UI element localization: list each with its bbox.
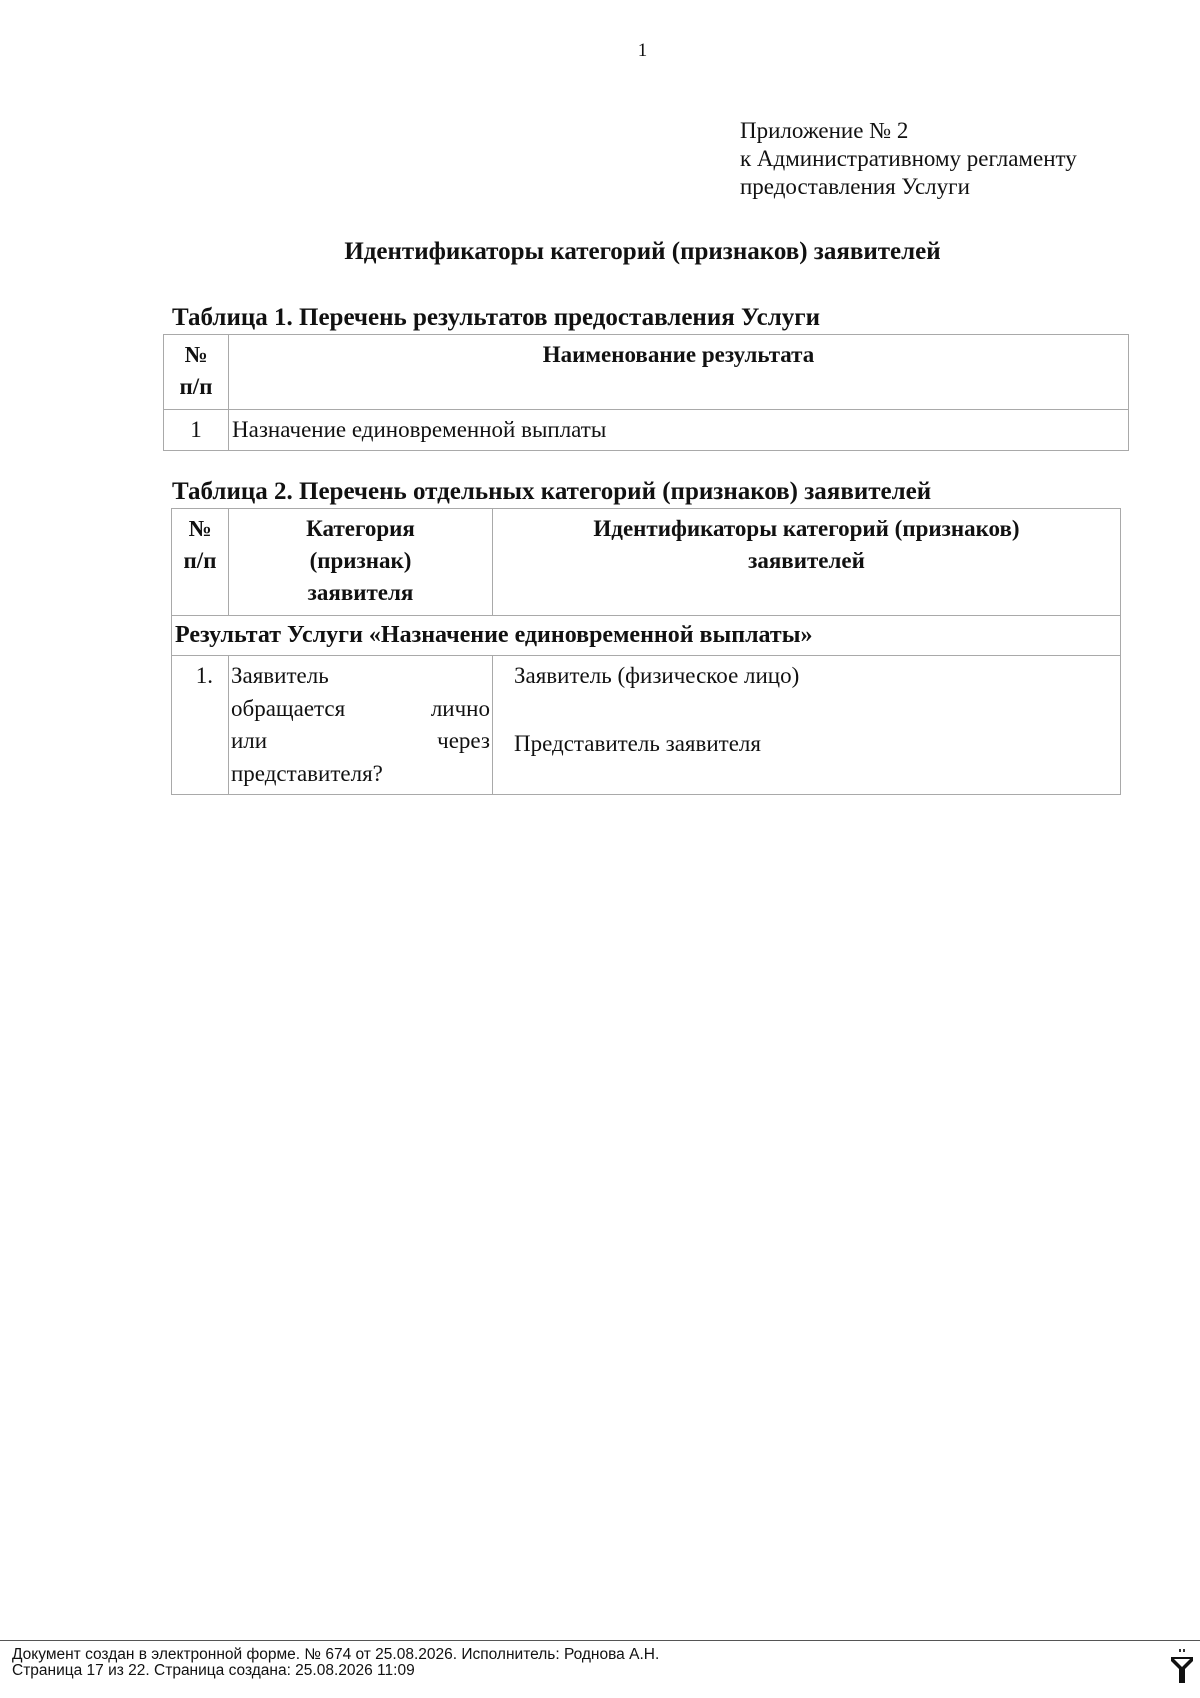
- result-section-row: [172, 616, 1121, 656]
- document-title: Идентификаторы категорий (признаков) заявителей: [344, 238, 941, 265]
- footer-line-1: Документ создан в электронной форме. № 674 от 25.08.2026. Исполнитель: Роднова А.Н.: [12, 1646, 660, 1663]
- page-number: 1: [637, 40, 648, 61]
- category-line: Заявитель: [231, 663, 329, 688]
- row-identifiers-cell: [493, 656, 1121, 795]
- appendix-line-2: к Административному регламенту: [740, 146, 1077, 171]
- header-number-cell: [164, 335, 229, 410]
- header-category-line-1: Категория: [306, 516, 415, 541]
- header-identifiers-cell: [493, 509, 1121, 616]
- header-number-line-2: п/п: [183, 548, 217, 573]
- header-identifiers-line-2: заявителей: [748, 548, 865, 573]
- row-number-cell: 1.: [172, 656, 229, 795]
- result-section-cell: Результат Услуги «Назначение единовременной выплаты»: [172, 616, 1121, 656]
- footer-line-2: Страница 17 из 22. Страница создана: 25.08.2026 11:09: [12, 1662, 415, 1679]
- table-row: [172, 656, 1121, 795]
- appendix-line-1: Приложение № 2: [740, 118, 909, 143]
- row-result-name-cell: Назначение единовременной выплаты: [229, 410, 1129, 451]
- row-number-cell: 1: [164, 410, 229, 451]
- header-result-name-cell: Наименование результата: [229, 335, 1129, 410]
- categories-table: [171, 508, 1121, 795]
- table1-caption: Таблица 1. Перечень результатов предоставления Услуги: [172, 304, 821, 331]
- table-row: [164, 410, 1129, 451]
- identifier-item: Заявитель (физическое лицо): [514, 663, 800, 688]
- header-category-line-2: (признак): [309, 548, 412, 573]
- category-line: представителя?: [231, 760, 383, 786]
- header-number-line-1: №: [184, 342, 208, 367]
- emblem-icon: [1170, 1649, 1194, 1685]
- category-line: или через: [231, 728, 490, 753]
- results-table: [163, 334, 1129, 451]
- category-line: обращается лично: [231, 695, 490, 721]
- header-category-line-3: заявителя: [307, 580, 414, 605]
- header-number-line-2: п/п: [179, 374, 213, 399]
- table-header-row: [164, 335, 1129, 410]
- row-category-cell: [229, 656, 493, 795]
- footer-text: [12, 1647, 659, 1679]
- header-category-cell: [229, 509, 493, 616]
- table-header-row: [172, 509, 1121, 616]
- appendix-line-3: предоставления Услуги: [740, 174, 970, 199]
- table2-caption: Таблица 2. Перечень отдельных категорий (признаков) заявителей: [172, 478, 932, 505]
- identifier-item: Представитель заявителя: [514, 731, 761, 756]
- header-number-cell: [172, 509, 229, 616]
- appendix-note: [740, 117, 1077, 201]
- page-footer: [0, 1640, 1200, 1679]
- header-identifiers-line-1: Идентификаторы категорий (признаков): [593, 516, 1020, 541]
- header-number-line-1: №: [188, 516, 212, 541]
